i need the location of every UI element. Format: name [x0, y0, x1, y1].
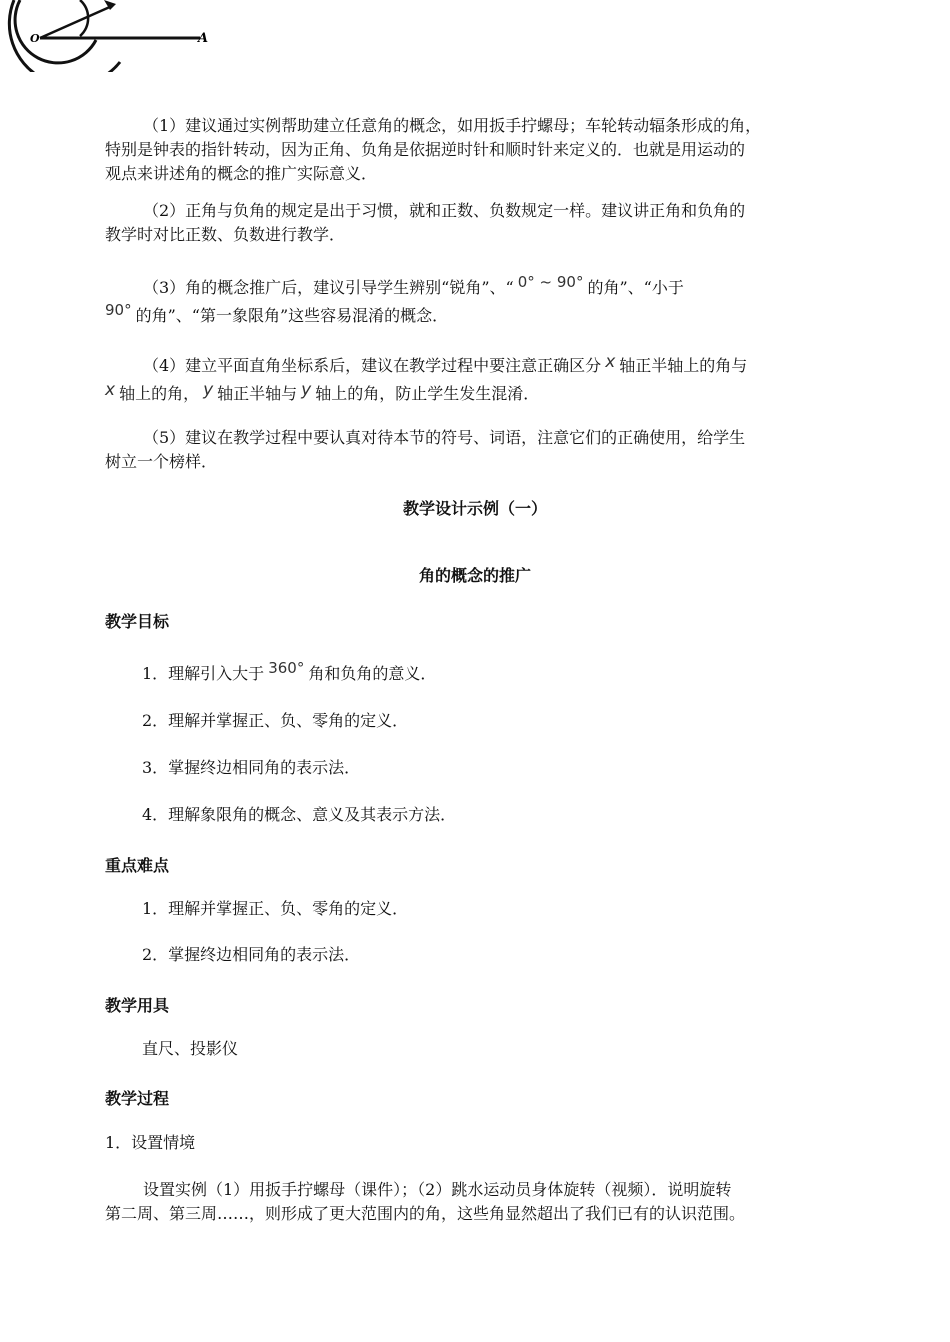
note-paragraph-2 [105, 199, 845, 247]
note-2-line-1: （2）正角与负角的规定是出于习惯，就和正数、负数规定一样。建议讲正角和负角的 [143, 201, 746, 220]
angle-range-formula: 0° ~ 90° [517, 273, 584, 291]
y-variable: y [203, 380, 214, 400]
note-paragraph-4 [105, 352, 845, 408]
note-4-line-1 [105, 352, 845, 380]
note-1-line-2: 特别是钟表的指针转动，因为正角、负角是依据逆时针和顺时针来定义的．也就是用运动的 [105, 140, 746, 159]
process-line-2: 第二周、第三周……，则形成了更大范围内的角，这些角显然超出了我们已有的认识范围。 [105, 1204, 746, 1223]
objective-1-text-a: 1．理解引入大于 [142, 664, 265, 683]
angle-rotation-figure [0, 0, 230, 72]
process-line-1: 设置实例（1）用扳手拧螺母（课件）；（2）跳水运动员身体旋转（视频）．说明旋转 [143, 1180, 732, 1199]
objective-1-text-b: 角和负角的意义． [308, 664, 437, 683]
note-1-line-1: （1）建议通过实例帮助建立任意角的概念，如用扳手拧螺母；车轮转动辐条形成的角， [143, 116, 762, 135]
key-point-item-2: 2．掌握终边相同角的表示法． [142, 945, 361, 964]
angle-90-formula: 90° [105, 301, 132, 319]
note-paragraph-1 [105, 114, 845, 186]
note-4-text-c: 轴上的角， [119, 384, 200, 403]
note-3-line-2 [105, 302, 845, 330]
key-point-item-1: 1．理解并掌握正、负、零角的定义． [142, 899, 409, 918]
objective-item-1 [142, 659, 437, 686]
angle-360-formula: 360° [268, 659, 305, 677]
y-variable-2: y [301, 380, 312, 400]
key-points-heading: 重点难点 [105, 856, 170, 875]
note-paragraph-5 [105, 426, 845, 474]
note-5-line-2: 树立一个榜样． [105, 452, 218, 471]
note-4-text-b: 轴正半轴上的角与 [619, 356, 748, 375]
tools-heading: 教学用具 [105, 996, 170, 1015]
note-3-text-c: 的角”、“第一象限角”这些容易混淆的概念． [135, 306, 449, 325]
section-title: 教学设计示例（一） [402, 499, 547, 518]
lesson-title: 角的概念的推广 [418, 566, 531, 585]
note-5-line-1: （5）建议在教学过程中要认真对待本节的符号、词语，注意它们的正确使用，给学生 [143, 428, 746, 447]
x-variable: x [605, 352, 616, 372]
note-4-text-e: 轴上的角，防止学生发生混淆． [315, 384, 540, 403]
note-2-line-2: 教学时对比正数、负数进行教学． [105, 225, 346, 244]
process-step-1: 1．设置情境 [105, 1133, 196, 1152]
tools-text: 直尺、投影仪 [142, 1039, 239, 1058]
terminal-ray [40, 6, 112, 38]
objectives-heading: 教学目标 [105, 612, 170, 631]
note-3-line-1 [105, 274, 845, 302]
note-3-text-a: （3）角的概念推广后，建议引导学生辨别“锐角”、“ [143, 278, 514, 297]
point-a-label: A [198, 31, 209, 46]
note-4-line-2 [105, 380, 845, 408]
point-o-label: O [30, 32, 40, 45]
note-paragraph-3 [105, 274, 845, 330]
note-4-text-d: 轴正半轴与 [217, 384, 298, 403]
objective-item-3: 3．掌握终边相同角的表示法． [142, 758, 361, 777]
process-heading: 教学过程 [105, 1089, 170, 1108]
objective-item-4: 4．理解象限角的概念、意义及其表示方法． [142, 805, 457, 824]
x-variable-2: x [105, 380, 116, 400]
note-4-text-a: （4）建立平面直角坐标系后，建议在教学过程中要注意正确区分 [143, 356, 602, 375]
note-3-text-b: 的角”、“小于 [587, 278, 684, 297]
objective-item-2: 2．理解并掌握正、负、零角的定义． [142, 711, 409, 730]
process-paragraph [105, 1178, 845, 1226]
note-1-line-3: 观点来讲述角的概念的推广实际意义． [105, 164, 378, 183]
